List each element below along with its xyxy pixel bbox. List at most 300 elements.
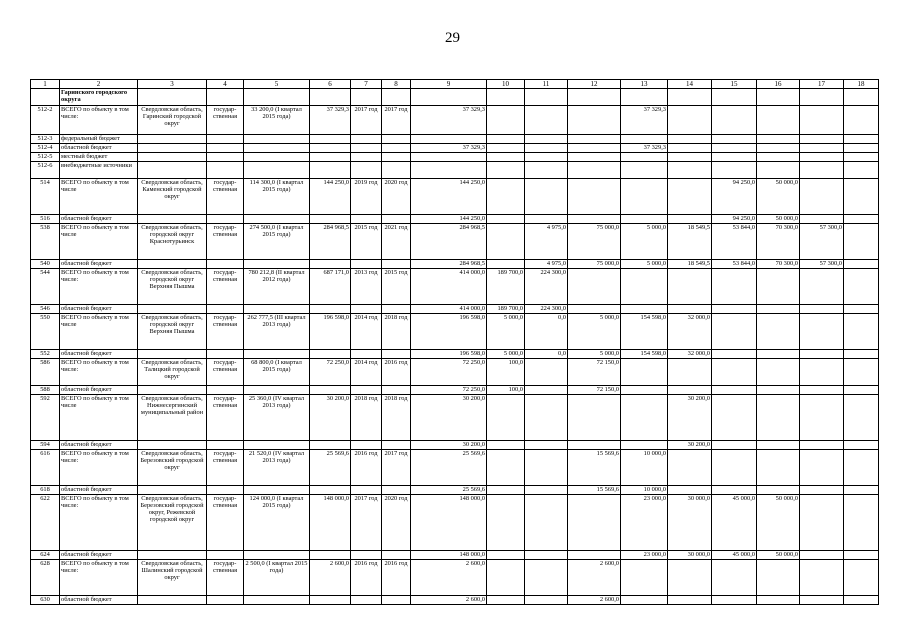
table-cell: 616 [31, 450, 60, 486]
column-header: 8 [382, 80, 411, 89]
table-cell: 512-5 [31, 153, 60, 162]
table-cell: 196 598,0 [310, 314, 351, 350]
table-cell: 2013 год [351, 269, 382, 305]
table-cell [525, 144, 568, 153]
table-cell: 50 000,0 [757, 215, 800, 224]
table-cell [800, 395, 844, 441]
table-cell [621, 441, 668, 450]
column-header: 12 [568, 80, 621, 89]
table-cell: 2 600,0 [411, 596, 487, 605]
table-row [31, 269, 879, 305]
table-cell: 30 000,0 [668, 495, 712, 551]
table-cell: ВСЕГО по объекту в том числе [60, 314, 138, 350]
table-cell [757, 135, 800, 144]
table-cell: 4 975,0 [525, 260, 568, 269]
table-cell [844, 450, 879, 486]
table-cell [351, 144, 382, 153]
table-cell [310, 260, 351, 269]
column-header: 15 [712, 80, 757, 89]
table-cell [844, 560, 879, 596]
table-cell [621, 305, 668, 314]
table-cell [487, 135, 525, 144]
table-cell [621, 596, 668, 605]
table-cell: 274 500,0 (I квартал 2015 года) [244, 224, 310, 260]
column-header: 4 [207, 80, 244, 89]
table-cell [244, 162, 310, 179]
table-cell: 2015 год [351, 224, 382, 260]
table-cell [382, 153, 411, 162]
table-cell [244, 144, 310, 153]
column-header: 17 [800, 80, 844, 89]
table-cell [712, 135, 757, 144]
table-cell [757, 144, 800, 153]
table-cell [244, 260, 310, 269]
table-cell: 224 300,0 [525, 305, 568, 314]
table-cell [844, 135, 879, 144]
table-cell: 196 598,0 [411, 350, 487, 359]
table-cell [411, 89, 487, 106]
table-cell [844, 162, 879, 179]
table-cell [382, 596, 411, 605]
table-cell [757, 386, 800, 395]
table-cell [844, 350, 879, 359]
table-cell [712, 486, 757, 495]
table-cell: областной бюджет [60, 144, 138, 153]
table-cell: 10 000,0 [621, 486, 668, 495]
table-cell: 546 [31, 305, 60, 314]
table-cell: 2016 год [351, 560, 382, 596]
table-cell: 37 329,3 [411, 144, 487, 153]
table-row [31, 314, 879, 350]
table-cell: 18 549,5 [668, 260, 712, 269]
table-cell: государ- ственная [207, 495, 244, 551]
table-cell: 32 000,0 [668, 350, 712, 359]
table-cell [568, 441, 621, 450]
table-cell [844, 269, 879, 305]
table-cell: 72 250,0 [310, 359, 351, 386]
table-cell [844, 153, 879, 162]
table-cell [568, 135, 621, 144]
table-cell [310, 350, 351, 359]
table-cell [668, 106, 712, 135]
table-cell [525, 551, 568, 560]
table-cell [712, 441, 757, 450]
table-cell [844, 596, 879, 605]
table-cell: Свердловская область, Березовский городской округ [138, 450, 207, 486]
table-cell [621, 395, 668, 441]
table-cell [525, 106, 568, 135]
table-cell [800, 495, 844, 551]
table-cell [621, 560, 668, 596]
table-cell: 75 000,0 [568, 260, 621, 269]
table-cell: областной бюджет [60, 386, 138, 395]
table-cell [382, 350, 411, 359]
table-row [31, 260, 879, 269]
table-cell [712, 305, 757, 314]
table-cell [800, 314, 844, 350]
table-header-row [31, 80, 879, 89]
table-cell [244, 441, 310, 450]
table-cell: областной бюджет [60, 551, 138, 560]
table-cell [525, 89, 568, 106]
table-cell: 2020 год [382, 179, 411, 215]
table-cell [668, 486, 712, 495]
table-cell [712, 153, 757, 162]
table-cell: 72 250,0 [411, 386, 487, 395]
table-cell [712, 450, 757, 486]
table-cell [800, 89, 844, 106]
table-cell: 30 200,0 [411, 441, 487, 450]
column-header: 9 [411, 80, 487, 89]
table-cell [310, 551, 351, 560]
table-cell: 4 975,0 [525, 224, 568, 260]
table-cell: 540 [31, 260, 60, 269]
table-cell [487, 596, 525, 605]
table-cell [844, 359, 879, 386]
table-cell [757, 596, 800, 605]
table-cell [244, 135, 310, 144]
column-header: 10 [487, 80, 525, 89]
table-cell [800, 596, 844, 605]
table-cell: Свердловская область, Березовский городской округ, Режевской городской округ [138, 495, 207, 551]
table-cell: 2017 год [351, 495, 382, 551]
column-header: 3 [138, 80, 207, 89]
table-cell [382, 386, 411, 395]
table-row [31, 495, 879, 551]
table-cell: 75 000,0 [568, 224, 621, 260]
table-cell [351, 441, 382, 450]
table-cell [757, 560, 800, 596]
table-cell: 21 520,0 (IV квартал 2013 года) [244, 450, 310, 486]
table-cell: 512-4 [31, 144, 60, 153]
table-cell [351, 89, 382, 106]
table-cell: ВСЕГО по объекту в том числе [60, 179, 138, 215]
table-cell [138, 89, 207, 106]
table-cell [525, 215, 568, 224]
table-cell: государ- ственная [207, 359, 244, 386]
table-cell [411, 153, 487, 162]
table-cell [712, 350, 757, 359]
table-cell: 154 598,0 [621, 350, 668, 359]
table-cell: 144 250,0 [411, 215, 487, 224]
table-cell: 23 000,0 [621, 495, 668, 551]
table-cell: 0,0 [525, 350, 568, 359]
table-cell: Свердловская область, Талицкий городской округ [138, 359, 207, 386]
column-header: 14 [668, 80, 712, 89]
table-row [31, 450, 879, 486]
table-cell [844, 224, 879, 260]
table-cell [621, 179, 668, 215]
table-row [31, 162, 879, 179]
table-cell: Свердловская область, Нижнесергинский муниципальный район [138, 395, 207, 441]
table-cell: 2015 год [382, 269, 411, 305]
table-cell: 262 777,5 (III квартал 2013 года) [244, 314, 310, 350]
table-cell [138, 350, 207, 359]
table-cell: 72 150,0 [568, 386, 621, 395]
table-cell: 2 600,0 [568, 596, 621, 605]
table-cell [668, 153, 712, 162]
table-row [31, 135, 879, 144]
table-cell [712, 386, 757, 395]
column-header: 11 [525, 80, 568, 89]
table-cell [712, 162, 757, 179]
table-cell [310, 441, 351, 450]
table-cell [757, 450, 800, 486]
table-cell: 124 000,0 (I квартал 2015 года) [244, 495, 310, 551]
table-row [31, 350, 879, 359]
table-cell [621, 153, 668, 162]
table-cell [138, 386, 207, 395]
table-cell: 780 212,8 (II квартал 2012 года) [244, 269, 310, 305]
table-cell [568, 395, 621, 441]
table-cell [568, 269, 621, 305]
table-cell: 50 000,0 [757, 495, 800, 551]
table-cell [351, 386, 382, 395]
table-cell: 512-6 [31, 162, 60, 179]
column-header: 1 [31, 80, 60, 89]
table-cell: 2 600,0 [310, 560, 351, 596]
table-cell: государ- ственная [207, 224, 244, 260]
table-cell [757, 350, 800, 359]
table-cell [310, 135, 351, 144]
table-cell [351, 486, 382, 495]
table-cell: 10 000,0 [621, 450, 668, 486]
table-cell [712, 269, 757, 305]
table-cell [382, 215, 411, 224]
table-cell: 687 171,0 [310, 269, 351, 305]
table-cell: ВСЕГО по объекту в том числе [60, 224, 138, 260]
table-cell [487, 224, 525, 260]
table-cell [487, 560, 525, 596]
table-cell [844, 551, 879, 560]
table-cell: Свердловская область, Гаринский городской округ [138, 106, 207, 135]
table-cell [411, 135, 487, 144]
table-cell [844, 495, 879, 551]
table-cell [800, 269, 844, 305]
table-cell [844, 314, 879, 350]
table-cell [382, 162, 411, 179]
table-cell [568, 89, 621, 106]
table-cell [207, 260, 244, 269]
table-cell [712, 89, 757, 106]
table-cell [382, 486, 411, 495]
table-cell [800, 106, 844, 135]
table-cell: 53 844,0 [712, 260, 757, 269]
table-cell [382, 305, 411, 314]
table-cell [207, 551, 244, 560]
table-cell [310, 144, 351, 153]
table-cell [138, 144, 207, 153]
table-cell: 94 250,0 [712, 215, 757, 224]
table-cell [525, 162, 568, 179]
table-cell: 100,0 [487, 386, 525, 395]
table-cell: 552 [31, 350, 60, 359]
column-header: 2 [60, 80, 138, 89]
table-cell [568, 305, 621, 314]
table-cell [244, 386, 310, 395]
table-cell: 2017 год [382, 450, 411, 486]
table-cell [568, 106, 621, 135]
table-cell [487, 486, 525, 495]
table-cell: 512-3 [31, 135, 60, 144]
table-cell [244, 153, 310, 162]
table-cell [668, 89, 712, 106]
table-cell [138, 305, 207, 314]
table-cell: Свердловская область, городской округ Верхняя Пышма [138, 314, 207, 350]
table-cell: 33 200,0 (I квартал 2015 года) [244, 106, 310, 135]
table-cell: областной бюджет [60, 596, 138, 605]
table-cell [525, 135, 568, 144]
table-cell [207, 162, 244, 179]
table-row [31, 486, 879, 495]
table-cell: государ- ственная [207, 450, 244, 486]
table-cell: 37 329,3 [310, 106, 351, 135]
table-cell: 5 000,0 [487, 350, 525, 359]
table-cell [138, 441, 207, 450]
table-row [31, 89, 879, 106]
table-cell [310, 305, 351, 314]
table-cell [757, 162, 800, 179]
table-cell [668, 162, 712, 179]
table-cell [138, 153, 207, 162]
table-cell: 2021 год [382, 224, 411, 260]
table-cell [800, 441, 844, 450]
table-cell: 189 700,0 [487, 305, 525, 314]
table-cell: 618 [31, 486, 60, 495]
table-cell: 15 569,6 [568, 486, 621, 495]
table-cell [487, 395, 525, 441]
table-cell [757, 106, 800, 135]
table-cell [844, 305, 879, 314]
table-cell [138, 486, 207, 495]
table-cell [668, 450, 712, 486]
table-cell: ВСЕГО по объекту в том числе: [60, 359, 138, 386]
table-cell [487, 260, 525, 269]
table-cell [568, 495, 621, 551]
table-cell: 189 700,0 [487, 269, 525, 305]
table-cell [382, 260, 411, 269]
table-cell: 414 000,0 [411, 269, 487, 305]
table-cell [31, 89, 60, 106]
table-cell: Гаринского городского округа [60, 89, 138, 106]
table-cell: 538 [31, 224, 60, 260]
table-cell: 154 598,0 [621, 314, 668, 350]
table-cell [310, 89, 351, 106]
page-number: 29 [445, 30, 460, 46]
table-cell: 2018 год [382, 395, 411, 441]
table-cell [525, 441, 568, 450]
column-header: 18 [844, 80, 879, 89]
table-cell: 144 250,0 [411, 179, 487, 215]
table-cell: 2019 год [351, 179, 382, 215]
table-cell [757, 89, 800, 106]
table-cell [844, 395, 879, 441]
table-cell: 37 329,3 [411, 106, 487, 135]
table-cell [800, 135, 844, 144]
table-cell [351, 162, 382, 179]
table-cell [668, 596, 712, 605]
table-cell [525, 395, 568, 441]
table-cell [138, 596, 207, 605]
table-cell [525, 386, 568, 395]
table-cell [712, 106, 757, 135]
table-cell [382, 89, 411, 106]
table-cell: 512-2 [31, 106, 60, 135]
table-cell [411, 162, 487, 179]
table-cell [487, 179, 525, 215]
table-cell: ВСЕГО по объекту в том числе: [60, 106, 138, 135]
table-cell [310, 215, 351, 224]
table-row [31, 359, 879, 386]
table-cell [800, 560, 844, 596]
column-header: 5 [244, 80, 310, 89]
table-cell [757, 359, 800, 386]
table-cell: 594 [31, 441, 60, 450]
table-row [31, 441, 879, 450]
table-cell [668, 269, 712, 305]
table-cell [844, 106, 879, 135]
table-cell: 2017 год [351, 106, 382, 135]
table-cell: 550 [31, 314, 60, 350]
table-cell [568, 153, 621, 162]
table-cell: государ- ственная [207, 269, 244, 305]
table-cell [621, 162, 668, 179]
table-cell [138, 260, 207, 269]
table-cell: 68 800,0 (I квартал 2015 года) [244, 359, 310, 386]
table-row [31, 305, 879, 314]
column-header: 7 [351, 80, 382, 89]
table-cell: 592 [31, 395, 60, 441]
table-cell [757, 441, 800, 450]
table-cell: государ- ственная [207, 179, 244, 215]
table-cell [351, 305, 382, 314]
table-cell [800, 215, 844, 224]
table-cell: 2 600,0 [411, 560, 487, 596]
table-cell [351, 350, 382, 359]
table-cell: 25 569,6 [411, 486, 487, 495]
table-cell [487, 106, 525, 135]
table-cell [621, 215, 668, 224]
table-cell: 25 569,6 [411, 450, 487, 486]
table-cell [487, 215, 525, 224]
table-cell: 5 000,0 [568, 314, 621, 350]
table-cell: 25 360,0 (IV квартал 2013 года) [244, 395, 310, 441]
table-cell [138, 215, 207, 224]
table-cell: ВСЕГО по объекту в том числе: [60, 560, 138, 596]
table-cell [844, 441, 879, 450]
table-cell [382, 144, 411, 153]
table-cell: 2018 год [351, 395, 382, 441]
table-cell: 196 598,0 [411, 314, 487, 350]
table-row [31, 395, 879, 441]
table-cell [621, 269, 668, 305]
table-cell [621, 386, 668, 395]
table-cell [800, 350, 844, 359]
table-cell [487, 153, 525, 162]
table-cell: 148 000,0 [411, 495, 487, 551]
table-cell [668, 135, 712, 144]
table-cell: 144 250,0 [310, 179, 351, 215]
table-cell [668, 560, 712, 596]
table-cell [351, 135, 382, 144]
table-cell [757, 153, 800, 162]
table-cell: областной бюджет [60, 215, 138, 224]
table-cell: 50 000,0 [757, 179, 800, 215]
table-row [31, 224, 879, 260]
table-row [31, 560, 879, 596]
table-cell [244, 89, 310, 106]
table-cell [487, 450, 525, 486]
